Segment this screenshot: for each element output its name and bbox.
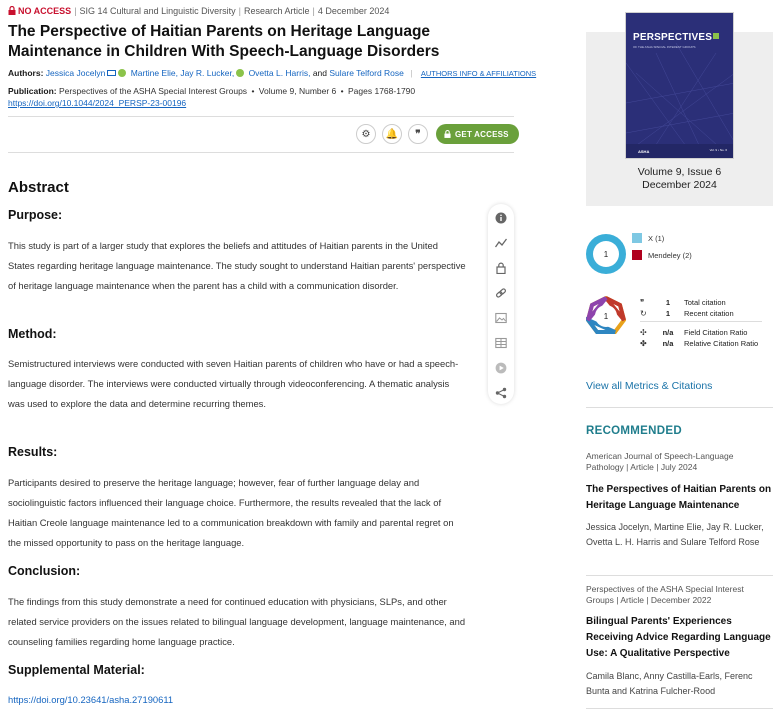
recommended-title-link[interactable]: Bilingual Parents' Experiences Receiving Advice Regarding Language Use: A Qualitative Perspective bbox=[586, 616, 771, 659]
author-link[interactable]: Martine Elie, bbox=[130, 68, 178, 78]
orcid-icon[interactable] bbox=[236, 69, 244, 77]
relative-ratio-icon: ✤ bbox=[640, 339, 647, 348]
recommended-authors: Camila Blanc, Anny Castilla-Earls, Ferenc Bunta and Katrina Fulcher-Rood bbox=[586, 671, 753, 696]
journal-name[interactable]: Perspectives of the ASHA Special Interest Groups bbox=[59, 86, 248, 96]
get-access-button[interactable] bbox=[436, 124, 519, 144]
divider bbox=[586, 708, 773, 709]
issue-cover-image[interactable] bbox=[625, 12, 734, 159]
author-link[interactable]: Sulare Telford Rose bbox=[329, 68, 404, 78]
issue-info[interactable] bbox=[586, 166, 773, 192]
divider bbox=[586, 407, 773, 408]
access-status: NO ACCESS bbox=[18, 6, 72, 16]
citation-label: Field Citation Ratio bbox=[684, 328, 748, 337]
article-meta-line: NO ACCESS | SIG 14 Cultural and Linguistic Diversity | Research Article | 4 December 2024 bbox=[8, 6, 389, 16]
metrics-icon[interactable] bbox=[495, 237, 507, 249]
supplemental-heading: Supplemental Material: bbox=[8, 663, 145, 677]
volume-number[interactable]: Volume 9, Number 6 bbox=[258, 86, 337, 96]
field-ratio-icon: ✣ bbox=[640, 328, 647, 337]
issue-date: December 2024 bbox=[642, 179, 717, 191]
conclusion-text: The findings from this study demonstrate a need for continued education with physicians, SLPs, and other related service providers on the issues related to bilingual language development, language maintenance, and counseling families regarding home language practice. bbox=[8, 596, 466, 647]
publication-label: Publication: bbox=[8, 86, 57, 96]
article-type: Research Article bbox=[243, 6, 310, 16]
publication-line: Publication: Perspectives of the ASHA Special Interest Groups • Volume 9, Number 6 • Pages 1768-1790 bbox=[8, 86, 416, 96]
alert-button[interactable] bbox=[382, 124, 402, 144]
conclusion-heading: Conclusion: bbox=[8, 564, 81, 578]
dimensions-badge[interactable] bbox=[586, 296, 626, 336]
recommended-authors: Jessica Jocelyn, Martine Elie, Jay R. Lucker, Ovetta L. H. Harris and Sulare Telford Rose bbox=[586, 522, 764, 547]
lock-icon bbox=[444, 130, 451, 138]
article-tools-rail bbox=[488, 204, 514, 404]
method-heading: Method: bbox=[8, 327, 57, 341]
track-citations-button[interactable] bbox=[356, 124, 376, 144]
quote-icon: ❞ bbox=[640, 298, 645, 307]
section-name[interactable]: SIG 14 Cultural and Linguistic Diversity bbox=[79, 6, 236, 16]
purpose-text: This study is part of a larger study that explores the beliefs and attitudes of Haitian parents in the United States regarding heritage language maintenance. The study sought to understand Haitian parents' perspective of heritage language maintenance when the parent has a child with a communication disorder. bbox=[8, 240, 466, 291]
view-metrics-link[interactable]: View all Metrics & Citations bbox=[586, 380, 713, 392]
article-actions bbox=[356, 124, 519, 144]
share-icon[interactable] bbox=[495, 387, 507, 399]
altmetric-legend-item bbox=[632, 250, 692, 260]
page-range: Pages 1768-1790 bbox=[348, 86, 416, 96]
results-text: Participants desired to preserve the heritage language; however, fear of further language delay and sociolinguistic factors influenced their language choice. Furthermore, the results revealed that the lack of Haitian Creole language maintenance led to a communication breakdown with family and parental regret on the missed opportunity to pass on the heritage language. bbox=[8, 477, 454, 548]
affiliations-link[interactable]: AUTHORS INFO & AFFILIATIONS bbox=[420, 69, 537, 78]
divider bbox=[8, 152, 514, 153]
dimensions-score: 1 bbox=[603, 312, 609, 321]
author-link[interactable]: Jessica Jocelyn bbox=[45, 68, 106, 78]
play-icon[interactable] bbox=[495, 362, 507, 374]
doi-link[interactable]: https://doi.org/10.1044/2024_PERSP-23-00196 bbox=[8, 98, 187, 108]
citation-label: Recent citation bbox=[684, 309, 734, 318]
add-alert-icon: ⚙ bbox=[361, 128, 371, 140]
legend-swatch-mendeley bbox=[632, 250, 642, 260]
table-icon[interactable] bbox=[495, 337, 507, 349]
recommended-heading: RECOMMENDED bbox=[586, 425, 682, 437]
authors-label: Authors: bbox=[8, 68, 44, 78]
email-icon[interactable] bbox=[107, 70, 116, 76]
citation-count: 1 bbox=[665, 298, 671, 307]
citation-row bbox=[640, 309, 734, 318]
bell-icon: 🔔 bbox=[385, 128, 399, 140]
citation-row bbox=[640, 328, 747, 337]
cover-subtitle: OF THE ASHA SPECIAL INTEREST GROUPS bbox=[633, 45, 696, 49]
issue-volume: Volume 9, Issue 6 bbox=[637, 166, 722, 178]
altmetric-badge[interactable] bbox=[586, 234, 626, 274]
cite-button[interactable] bbox=[408, 124, 428, 144]
legend-swatch-x bbox=[632, 233, 642, 243]
citation-row bbox=[640, 339, 758, 348]
purpose-heading: Purpose: bbox=[8, 208, 63, 222]
supplemental-link[interactable]: https://doi.org/10.23641/asha.27190611 bbox=[8, 694, 174, 705]
orcid-icon[interactable] bbox=[118, 69, 126, 77]
cover-brand bbox=[633, 32, 719, 43]
link-icon[interactable] bbox=[495, 287, 507, 299]
authors-line: Authors: Jessica Jocelyn Martine Elie, Jay R. Lucker, Ovetta L. Harris, and Sulare Telford Rose | AUTHORS INFO & AFFILIATIONS bbox=[8, 68, 537, 78]
recommended-title-link[interactable]: The Perspectives of Haitian Parents on Heritage Language Maintenance bbox=[586, 484, 772, 511]
citation-count: n/a bbox=[662, 339, 674, 348]
legend-label: Mendeley (2) bbox=[648, 250, 692, 260]
altmetric-legend-item bbox=[632, 233, 664, 243]
get-access-label: GET ACCESS bbox=[455, 129, 509, 139]
recommended-meta: Perspectives of the ASHA Special Interest Groups | Article | December 2022 bbox=[586, 584, 744, 605]
author-link[interactable]: Ovetta L. Harris, bbox=[248, 68, 311, 78]
lock-icon bbox=[8, 6, 16, 15]
divider bbox=[586, 575, 773, 576]
altmetric-score: 1 bbox=[593, 241, 619, 267]
cover-brand-text: PERSPECTIVES bbox=[633, 32, 713, 43]
method-text: Semistructured interviews were conducted with seven Haitian parents of children who have or had a speech-language disorder. The interviews were conducted virtually through videoconferencing. A thematic analysis was used to explore the data and determine recurring themes. bbox=[8, 358, 459, 409]
recent-icon: ↻ bbox=[640, 309, 647, 318]
results-heading: Results: bbox=[8, 445, 58, 459]
citation-label: Relative Citation Ratio bbox=[684, 339, 759, 348]
abstract-heading: Abstract bbox=[8, 179, 69, 196]
recommended-meta: American Journal of Speech-Language Pathology | Article | July 2024 bbox=[586, 451, 734, 472]
cover-volume: Vol. 9 • No. 6 bbox=[709, 148, 727, 152]
divider bbox=[8, 116, 514, 117]
article-title: The Perspective of Haitian Parents on Heritage Language Maintenance in Children With Speech-Language Disorders bbox=[8, 23, 440, 60]
citation-count: n/a bbox=[662, 328, 674, 337]
quote-icon: ❞ bbox=[415, 128, 421, 140]
author-link[interactable]: Jay R. Lucker, bbox=[180, 68, 235, 78]
info-icon[interactable] bbox=[495, 212, 507, 224]
citation-count: 1 bbox=[665, 309, 671, 318]
citation-label: Total citation bbox=[684, 298, 726, 307]
publish-date: 4 December 2024 bbox=[317, 6, 390, 16]
lock-icon[interactable] bbox=[495, 262, 507, 274]
cover-publisher: ASHA bbox=[638, 149, 650, 154]
divider bbox=[640, 321, 762, 322]
authors-and: and bbox=[312, 68, 328, 78]
citation-row bbox=[640, 298, 726, 307]
legend-label: X (1) bbox=[648, 233, 665, 243]
image-icon[interactable] bbox=[495, 312, 507, 324]
